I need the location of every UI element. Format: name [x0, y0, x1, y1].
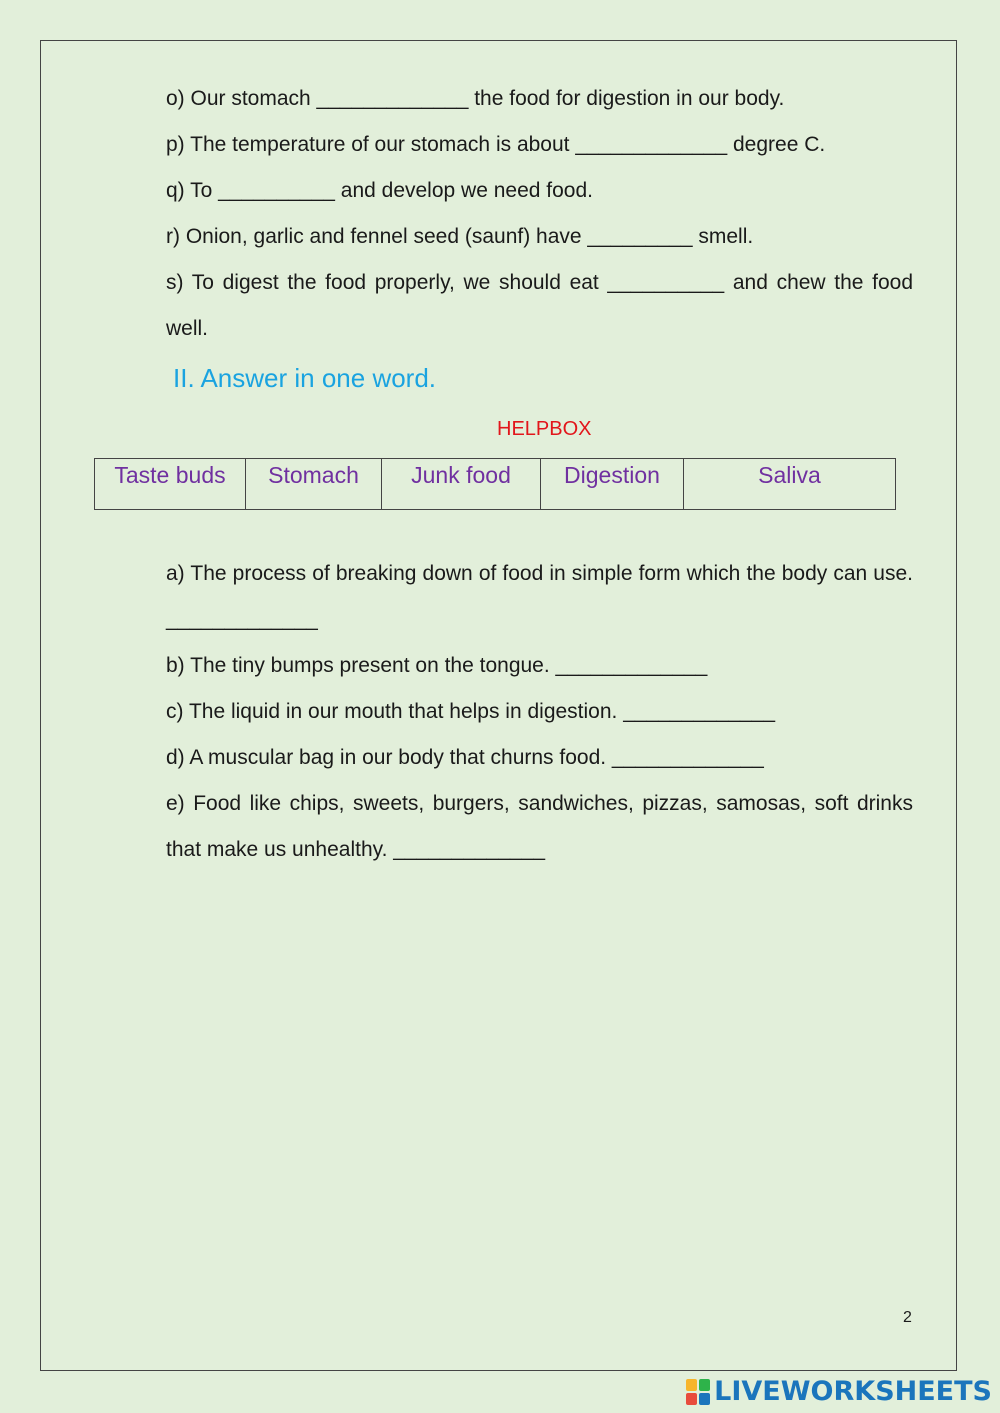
question-p: p) The temperature of our stomach is about _____________ degree C.: [166, 133, 826, 156]
question-b: b) The tiny bumps present on the tongue. _____________: [166, 654, 708, 677]
helpbox-word: Saliva: [684, 459, 896, 510]
question-q: q) To __________ and develop we need food.: [166, 179, 593, 202]
helpbox-row: [95, 459, 896, 510]
brand-text: LIVEWORKSHEETS: [714, 1376, 992, 1407]
question-d: d) A muscular bag in our body that churns food. _____________: [166, 746, 764, 769]
helpbox-table: [94, 458, 896, 510]
liveworksheets-brand: [686, 1376, 992, 1408]
helpbox-title: HELPBOX: [497, 418, 592, 440]
helpbox-word: Junk food: [382, 459, 541, 510]
page-number: 2: [903, 1309, 912, 1326]
question-c: c) The liquid in our mouth that helps in digestion. _____________: [166, 700, 776, 723]
helpbox-word: Digestion: [541, 459, 684, 510]
question-e: e) Food like chips, sweets, burgers, sandwiches, pizzas, samosas, soft drinks that make us unhealthy. _____________: [166, 792, 913, 861]
question-o: o) Our stomach _____________ the food for digestion in our body.: [166, 87, 785, 110]
question-r: r) Onion, garlic and fennel seed (saunf) have _________ smell.: [166, 225, 754, 248]
helpbox-word: Taste buds: [95, 459, 246, 510]
helpbox-word: Stomach: [246, 459, 382, 510]
question-s: s) To digest the food properly, we should eat __________ and chew the food well.: [166, 271, 913, 340]
liveworksheets-logo-icon: [686, 1379, 710, 1405]
section-heading: II. Answer in one word.: [173, 363, 437, 393]
question-a: a) The process of breaking down of food in simple form which the body can use. _____________: [166, 562, 913, 631]
